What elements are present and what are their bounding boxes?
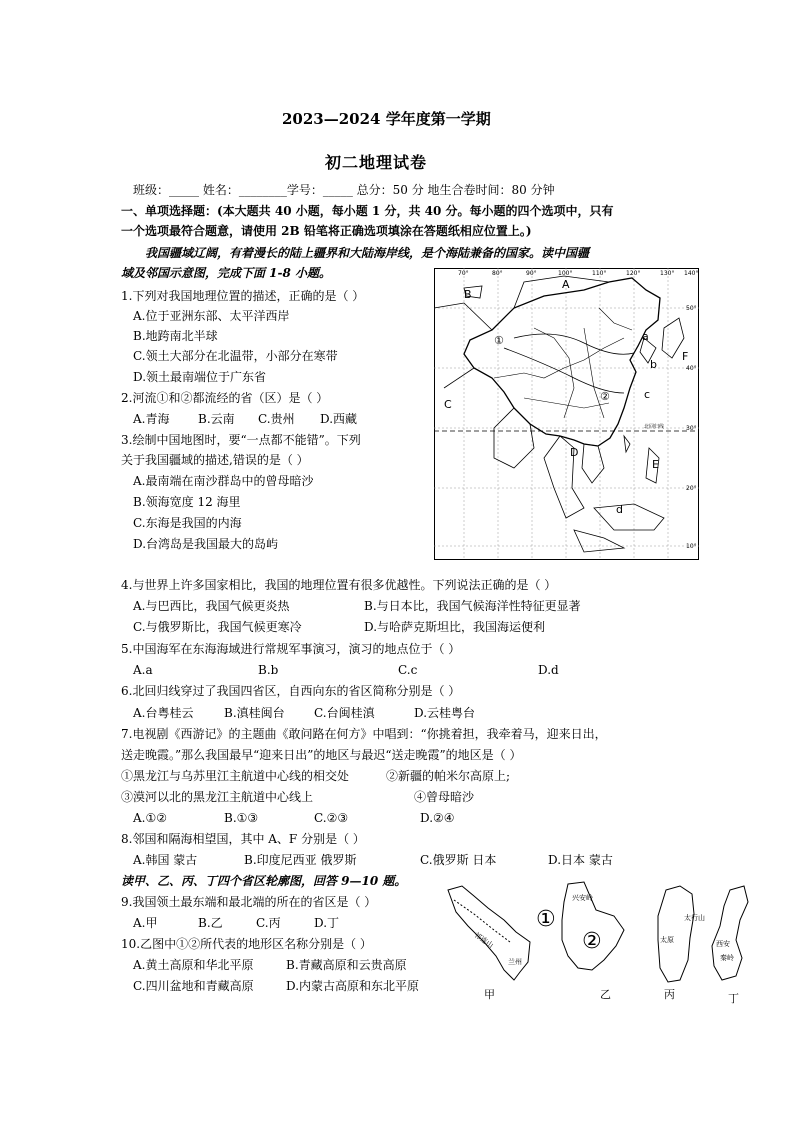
- q8-stem: 8.邻国和隔海相望国，其中 A、F 分别是（ ）: [121, 832, 365, 846]
- section-heading-line1: 一、单项选择题：(本大题共 40 小题，每小题 1 分，共 40 分。每小题的四个选项中，只有: [121, 204, 614, 218]
- map-letter-e-upper: E: [652, 458, 659, 471]
- q7-statement-3: ③漠河以北的黑龙江主航道中心线上: [121, 790, 314, 804]
- student-info-line: 班级：_____ 姓名：________学号：_____ 总分：50 分 地生合卷时间：80 分钟: [133, 183, 555, 197]
- q5-option-c: C.c: [398, 663, 418, 677]
- intro-line2: 域及邻国示意图，完成下面 1-8 小题。: [121, 266, 332, 280]
- intro-line1: 我国疆域辽阔，有着漫长的陆上疆界和大陆海岸线，是个海陆兼备的国家。读中国疆: [145, 246, 590, 260]
- lat-label: 50°: [686, 305, 697, 312]
- map-letter-d-upper: D: [570, 446, 579, 459]
- map-letter-d-lower: d: [616, 503, 623, 516]
- map-letter-f-upper: F: [682, 350, 689, 363]
- q7-stem-line1: 7.电视剧《西游记》的主题曲《敢问路在何方》中唱到：“你挑着担，我牵着马，迎来日出，: [121, 727, 607, 741]
- q2-option-b: B.云南: [198, 412, 235, 426]
- map-letter-b-upper: B: [464, 288, 472, 301]
- q7-option-d: D.②④: [420, 811, 455, 825]
- lon-label: 110°: [592, 270, 607, 277]
- lat-label: 10°: [686, 543, 697, 550]
- q10-option-c: C.四川盆地和青藏高原: [133, 979, 254, 993]
- q7-option-b: B.①③: [224, 811, 259, 825]
- yi-label: 乙: [600, 988, 611, 1001]
- q7-statement-4: ④曾母暗沙: [414, 790, 475, 804]
- lon-label: 70°: [458, 270, 469, 277]
- china-map: [434, 268, 699, 560]
- q3-option-b: B.领海宽度 12 海里: [133, 495, 241, 509]
- river-2-label: ②: [600, 390, 610, 403]
- q3-option-a: A.最南端在南沙群岛中的曾母暗沙: [133, 474, 314, 488]
- ding-label: 丁: [728, 992, 739, 1005]
- map-letter-c-upper: C: [444, 398, 452, 411]
- q4-option-b: B.与日本比，我国气候海洋性特征更显著: [364, 599, 581, 613]
- q4-option-c: C.与俄罗斯比，我国气候更寒冷: [133, 620, 302, 634]
- tropic-label: 北回归线: [644, 424, 665, 430]
- q8-option-d: D.日本 蒙古: [548, 853, 613, 867]
- q6-stem: 6.北回归线穿过了我国四省区，自西向东的省区简称分别是（ ）: [121, 684, 461, 698]
- q5-stem: 5.中国海军在东海海域进行常规军事演习，演习的地点位于（ ）: [121, 642, 461, 656]
- q7-option-c: C.②③: [314, 811, 349, 825]
- bing-mountain: 太行山: [684, 914, 705, 922]
- yi-mountain: 兴安岭: [572, 894, 593, 902]
- yi-number-2: ②: [582, 929, 602, 954]
- jia-mountain: 祁连山: [472, 931, 495, 950]
- ding-city: 西安: [716, 940, 730, 948]
- q9-10-intro: 读甲、乙、丙、丁四个省区轮廓图，回答 9—10 题。: [121, 874, 407, 888]
- q6-option-d: D.云桂粤台: [414, 706, 476, 720]
- q10-option-a: A.黄土高原和华北平原: [133, 958, 254, 972]
- bing-city: 太原: [660, 936, 674, 944]
- q6-option-c: C.台闽桂滇: [314, 706, 375, 720]
- q5-option-d: D.d: [538, 663, 559, 677]
- lon-label: 100°: [558, 270, 573, 277]
- q2-option-c: C.贵州: [258, 412, 295, 426]
- map-letter-c-lower: c: [644, 388, 651, 401]
- q9-stem: 9.我国领土最东端和最北端的所在的省区是（ ）: [121, 895, 377, 909]
- q2-option-a: A.青海: [133, 412, 170, 426]
- river-1-label: ①: [494, 334, 504, 347]
- q10-option-b: B.青藏高原和云贵高原: [286, 958, 407, 972]
- map-letter-a-lower: a: [642, 330, 649, 343]
- q3-stem-line2: 关于我国疆域的描述,错误的是（ ）: [121, 453, 309, 467]
- q7-statement-2: ②新疆的帕米尔高原上;: [386, 769, 511, 783]
- q9-option-a: A.甲: [133, 916, 158, 930]
- q9-option-b: B.乙: [198, 916, 223, 930]
- lon-label: 120°: [626, 270, 641, 277]
- q2-option-d: D.西藏: [320, 412, 358, 426]
- lon-label: 90°: [526, 270, 537, 277]
- q6-option-a: A.台粤桂云: [133, 706, 194, 720]
- lon-label: 140°: [684, 270, 699, 277]
- q1-option-b: B.地跨南北半球: [133, 329, 218, 343]
- q8-option-c: C.俄罗斯 日本: [420, 853, 497, 867]
- q4-option-d: D.与哈萨克斯坦比，我国海运便利: [364, 620, 546, 634]
- q4-stem: 4.与世界上许多国家相比，我国的地理位置有很多优越性。下列说法正确的是（ ）: [121, 578, 557, 592]
- q3-stem-line1: 3.绘制中国地图时，要“一点都不能错”。下列: [121, 433, 361, 447]
- q1-option-d: D.领土最南端位于广东省: [133, 370, 267, 384]
- q3-option-c: C.东海是我国的内海: [133, 516, 242, 530]
- lat-label: 40°: [686, 365, 697, 372]
- q5-option-b: B.b: [258, 663, 279, 677]
- year-title: 2023—2024 学年度第一学期: [282, 110, 491, 128]
- yi-number-1: ①: [536, 907, 556, 932]
- jia-city: 兰州: [508, 958, 522, 966]
- q7-statement-1: ①黑龙江与乌苏里江主航道中心线的相交处: [121, 769, 350, 783]
- q10-option-d: D.内蒙古高原和东北平原: [286, 979, 420, 993]
- section-heading-line2: 一个选项最符合题意，请使用 2B 铅笔将正确选项填涂在答题纸相应位置上。): [121, 224, 532, 238]
- province-bing: [658, 886, 694, 982]
- lat-label: 20°: [686, 485, 697, 492]
- q1-option-a: A.位于亚洲东部、太平洋西岸: [133, 309, 290, 323]
- province-ding: [712, 886, 748, 980]
- jia-label: 甲: [484, 988, 495, 1001]
- q9-option-d: D.丁: [314, 916, 340, 930]
- map-letter-a-upper: A: [562, 278, 570, 291]
- q10-stem: 10.乙图中①②所代表的地形区名称分别是（ ）: [121, 937, 372, 951]
- q1-option-c: C.领土大部分在北温带，小部分在寒带: [133, 349, 338, 363]
- ding-mountain: 秦岭: [720, 954, 734, 962]
- q2-stem: 2.河流①和②都流经的省（区）是（ ）: [121, 391, 329, 405]
- q7-option-a: A.①②: [133, 811, 167, 825]
- q3-option-d: D.台湾岛是我国最大的岛屿: [133, 537, 279, 551]
- exam-title: 初二地理试卷: [325, 153, 428, 172]
- q8-option-b: B.印度尼西亚 俄罗斯: [244, 853, 357, 867]
- q8-option-a: A.韩国 蒙古: [133, 853, 198, 867]
- lon-label: 80°: [492, 270, 503, 277]
- q7-stem-line2: 送走晚霞。”那么我国最早“迎来日出”的地区与最迟“送走晚霞”的地区是（ ）: [121, 748, 522, 762]
- q5-option-a: A.a: [133, 663, 153, 677]
- map-letter-b-lower: b: [650, 358, 657, 371]
- q6-option-b: B.滇桂闽台: [224, 706, 285, 720]
- q4-option-a: A.与巴西比，我国气候更炎热: [133, 599, 290, 613]
- q9-option-c: C.丙: [256, 916, 281, 930]
- q1-stem: 1.下列对我国地理位置的描述，正确的是（ ）: [121, 289, 365, 303]
- lat-label: 30°: [686, 425, 697, 432]
- lon-label: 130°: [660, 270, 675, 277]
- bing-label: 丙: [664, 988, 675, 1001]
- province-outlines: [444, 880, 764, 1010]
